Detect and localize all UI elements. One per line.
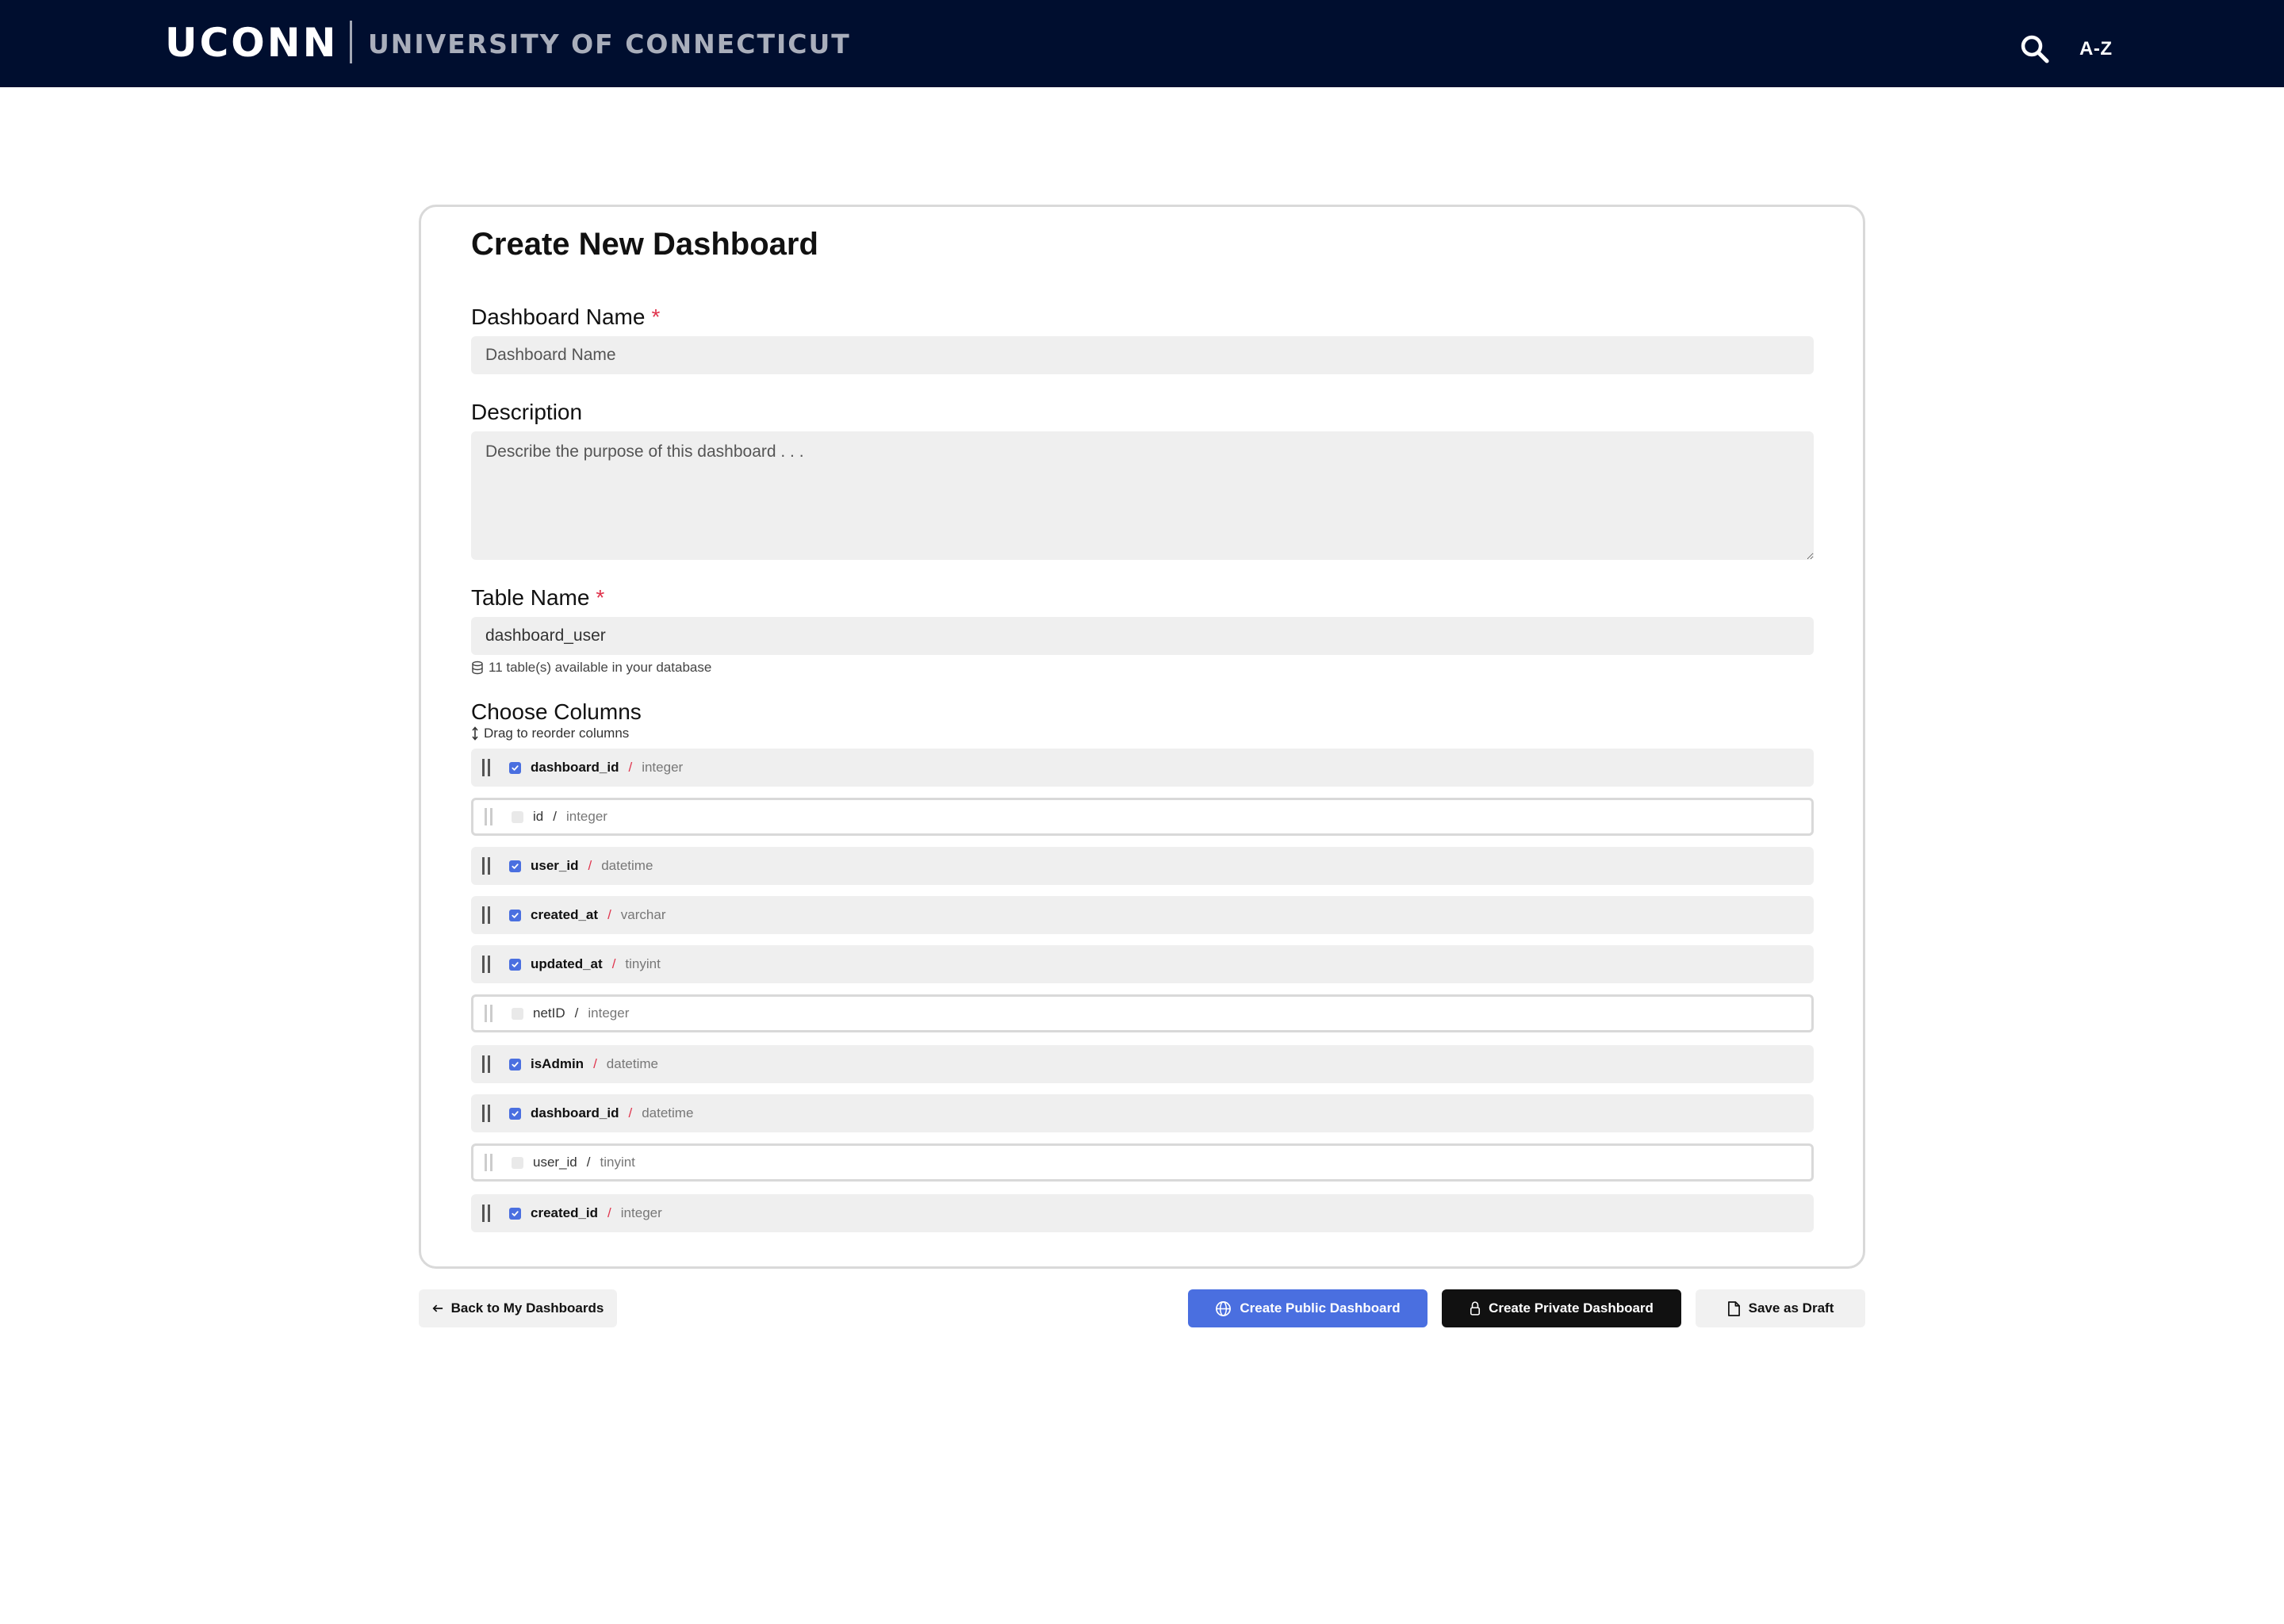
top-navigation-bar xyxy=(0,0,2284,87)
column-type: tinyint xyxy=(600,1155,635,1170)
drag-hint-text: Drag to reorder columns xyxy=(484,726,630,741)
uconn-wordmark[interactable]: UCONN xyxy=(165,20,339,66)
dashboard-name-label-text: Dashboard Name xyxy=(471,304,646,329)
column-name: dashboard_id xyxy=(531,1105,619,1120)
column-type: datetime xyxy=(606,1056,658,1071)
column-row[interactable] xyxy=(471,749,1814,787)
drag-handle-icon[interactable] xyxy=(482,906,492,924)
column-name: created_id xyxy=(531,1205,599,1220)
column-row[interactable] xyxy=(471,896,1814,934)
column-type: integer xyxy=(565,809,607,824)
arrow-left-icon xyxy=(432,1304,443,1313)
column-separator: / xyxy=(628,1105,633,1120)
drag-handle-icon[interactable] xyxy=(482,1105,492,1122)
column-checkbox[interactable] xyxy=(509,910,521,921)
column-separator: / xyxy=(588,858,592,873)
back-to-dashboards-button[interactable] xyxy=(419,1289,617,1327)
column-type: tinyint xyxy=(625,956,661,971)
column-name: dashboard_id xyxy=(531,760,619,775)
column-row[interactable] xyxy=(471,847,1814,885)
required-asterisk: * xyxy=(596,585,605,610)
column-checkbox[interactable] xyxy=(509,959,521,971)
drag-handle-icon[interactable] xyxy=(485,1154,494,1171)
dashboard-name-input[interactable] xyxy=(471,336,1814,374)
page-title: Create New Dashboard xyxy=(471,227,818,262)
database-icon xyxy=(471,661,484,675)
column-checkbox[interactable] xyxy=(509,860,521,872)
globe-icon xyxy=(1215,1300,1232,1317)
table-name-label xyxy=(471,585,604,611)
save-as-draft-button[interactable] xyxy=(1696,1289,1865,1327)
drag-handle-icon[interactable] xyxy=(482,1205,492,1222)
dashboard-name-label xyxy=(471,304,660,330)
column-separator: / xyxy=(593,1056,597,1071)
column-name: user_id xyxy=(533,1155,577,1170)
column-checkbox[interactable] xyxy=(512,811,523,823)
column-checkbox[interactable] xyxy=(509,1108,521,1120)
drag-handle-icon[interactable] xyxy=(485,808,494,825)
column-separator: / xyxy=(574,1005,579,1021)
column-row[interactable] xyxy=(471,994,1814,1032)
search-icon[interactable] xyxy=(2019,33,2051,65)
public-button-label: Create Public Dashboard xyxy=(1240,1300,1401,1316)
description-label: Description xyxy=(471,400,583,424)
drag-handle-icon[interactable] xyxy=(482,956,492,973)
brand-divider xyxy=(350,21,352,63)
drag-handle-icon[interactable] xyxy=(482,1055,492,1073)
column-checkbox[interactable] xyxy=(512,1008,523,1020)
back-button-label: Back to My Dashboards xyxy=(450,1300,604,1316)
column-name: id xyxy=(533,809,544,824)
column-row[interactable] xyxy=(471,798,1814,836)
column-name: created_at xyxy=(531,907,599,922)
draft-button-label: Save as Draft xyxy=(1748,1300,1834,1316)
description-textarea[interactable] xyxy=(471,431,1814,560)
column-row[interactable] xyxy=(471,1045,1814,1083)
private-button-label: Create Private Dashboard xyxy=(1489,1300,1654,1316)
column-type: datetime xyxy=(642,1105,694,1120)
column-checkbox[interactable] xyxy=(509,1208,521,1220)
required-asterisk: * xyxy=(651,304,661,329)
column-separator: / xyxy=(607,1205,611,1220)
create-public-dashboard-button[interactable] xyxy=(1188,1289,1428,1327)
drag-handle-icon[interactable] xyxy=(482,759,492,776)
table-name-input[interactable] xyxy=(471,617,1814,655)
column-name: user_id xyxy=(531,858,579,873)
drag-handle-icon[interactable] xyxy=(485,1005,494,1022)
column-row[interactable] xyxy=(471,1194,1814,1232)
choose-columns-heading: Choose Columns xyxy=(471,699,642,724)
institution-name[interactable]: UNIVERSITY OF CONNECTICUT xyxy=(368,28,851,59)
column-checkbox[interactable] xyxy=(509,762,521,774)
document-icon xyxy=(1727,1300,1741,1317)
column-row[interactable] xyxy=(471,1143,1814,1182)
column-name: netID xyxy=(533,1005,565,1021)
vertical-arrows-icon xyxy=(471,726,479,741)
drag-reorder-hint xyxy=(471,725,629,742)
column-type: integer xyxy=(620,1205,662,1220)
table-name-label-text: Table Name xyxy=(471,585,590,610)
column-separator: / xyxy=(607,907,611,922)
column-type: datetime xyxy=(601,858,653,873)
create-private-dashboard-button[interactable] xyxy=(1442,1289,1681,1327)
column-row[interactable] xyxy=(471,945,1814,983)
column-name: isAdmin xyxy=(531,1056,584,1071)
a-z-index-link[interactable]: A-Z xyxy=(2079,38,2113,59)
column-checkbox[interactable] xyxy=(512,1157,523,1169)
column-separator: / xyxy=(553,809,557,824)
column-checkbox[interactable] xyxy=(509,1059,521,1071)
lock-icon xyxy=(1470,1300,1481,1316)
column-separator: / xyxy=(586,1155,591,1170)
column-type: integer xyxy=(642,760,684,775)
drag-handle-icon[interactable] xyxy=(482,857,492,875)
column-name: updated_at xyxy=(531,956,603,971)
column-separator: / xyxy=(628,760,633,775)
column-type: varchar xyxy=(620,907,666,922)
tables-available-hint xyxy=(471,659,711,676)
tables-available-text: 11 table(s) available in your database xyxy=(489,660,712,675)
column-row[interactable] xyxy=(471,1094,1814,1132)
column-separator: / xyxy=(611,956,616,971)
column-type: integer xyxy=(588,1005,630,1021)
